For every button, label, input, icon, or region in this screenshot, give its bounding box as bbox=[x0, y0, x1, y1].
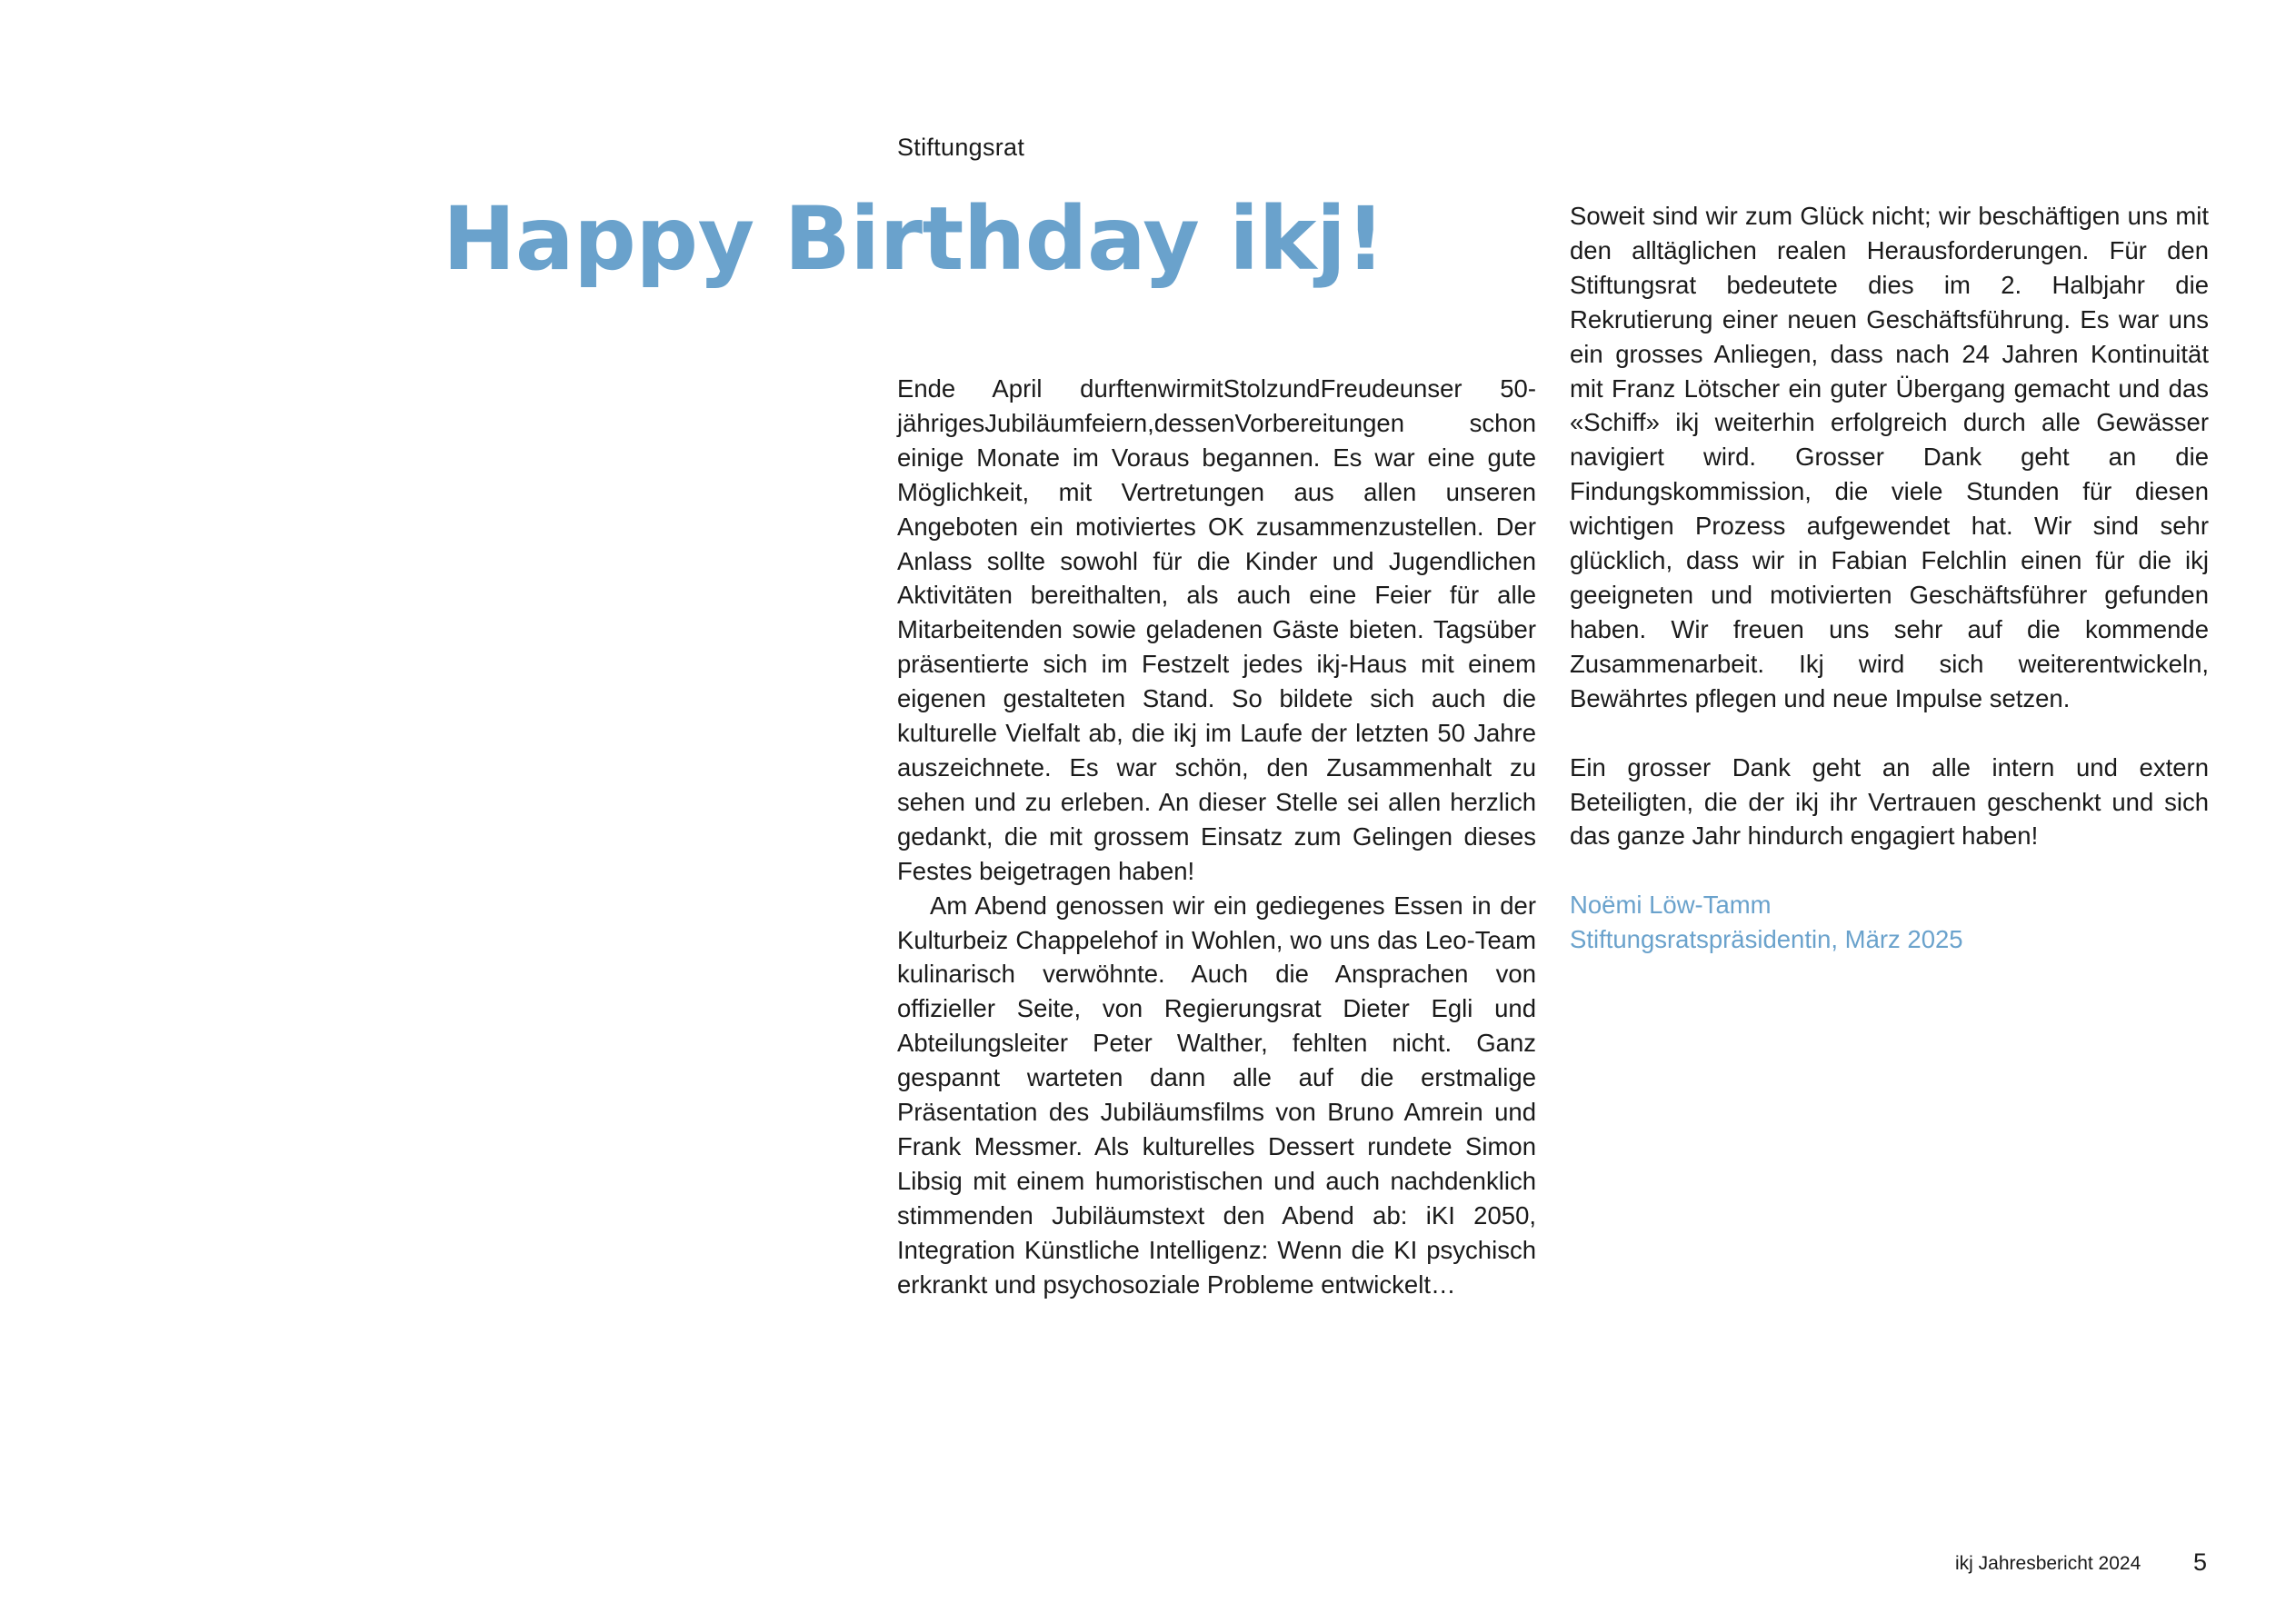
paragraph-thanks: Ein grosser Dank geht an alle intern und extern Beteiligten, die der ikj ihr Vertrauen geschenkt und sich das ganze Jahr hindurch engagiert haben! bbox=[1570, 752, 2209, 851]
paragraph-evening-event: Am Abend genossen wir ein gediegenes Essen in der Kulturbeiz Chappelehof in Wohlen, wo uns das Leo-Team kulinarisch verwöhnte. Auch die Ansprachen von offizieller Seite, von Regierungsrat Dieter Egli und Abteilungsleiter Peter Walther, fehlten nicht. Ganz gespannt warteten dann alle auf die erstmalige Präsentation des Jubiläumsfilms von Bruno Amrein und Frank Messmer. Als kulturelles Dessert rundete Simon Libsig mit einem humoristischen und auch nachdenklich stimmenden Jubiläumstext den Abend ab: iKI 2050, Integration Künstliche Intelligenz: Wenn die KI psychisch erkrankt und psychosoziale Probleme entwickelt… bbox=[897, 891, 1536, 1299]
page-number: 5 bbox=[2193, 1548, 2208, 1576]
paragraph-jubilee-celebration: Ende April durftenwirmitStolzundFreudeunser 50-jährigesJubiläumfeiern,dessenVorbereitungen schon einige Monate im Voraus begannen. Es war eine gute Möglichkeit, mit Vertretungen aus allen unseren Angeboten ein motiviertes OK zusammenzustellen. Der Anlass sollte sowohl für die Kinder und Jugendlichen Aktivitäten bereithalten, als auch eine Feier für alle Mitarbeitenden sowie geladenen Gäste bieten. Tagsüber präsentierte sich im Festzelt jedes ikj-Haus mit einem eigenen gestalteten Stand. So bildete sich auch die kulturelle Vielfalt ab, die ikj im Laufe der letzten 50 Jahre auszeichnete. Es war schön, den Zusammenhalt zu sehen und zu erleben. An dieser Stelle sei allen herzlich gedankt, die mit grossem Einsatz zum Gelingen dieses Festes beigetragen haben! bbox=[897, 374, 1536, 885]
signature-name: Noëmi Löw-Tamm bbox=[1570, 891, 1772, 920]
paragraph-management-change: Soweit sind wir zum Glück nicht; wir beschäftigen uns mit den alltäglichen realen Herausforderungen. Für den Stiftungsrat bedeutete dies im 2. Halbjahr die Rekrutierung einer neuen Geschäftsführung. Es war uns ein grosses Anliegen, dass nach 24 Jahren Kontinuität mit Franz Lötscher ein guter Übergang gemacht und das «Schiff» ikj weiterhin erfolgreich durch alle Gewässer navigiert wird. Grosser Dank geht an die Findungskommission, die viele Stunden für diesen wichtigen Prozess aufgewendet hat. Wir sind sehr glücklich, dass wir in Fabian Felchlin einen für die ikj geeigneten und motivierten Geschäftsführer gefunden haben. Wir freuen uns sehr auf die kommende Zusammenarbeit. Ikj wird sich weiterentwickeln, Bewährtes pflegen und neue Impulse setzen. bbox=[1570, 202, 2209, 712]
left-column bbox=[897, 372, 1536, 1301]
page-title: Happy Birthday ikj! bbox=[443, 188, 1385, 290]
section-label: Stiftungsrat bbox=[897, 134, 1025, 161]
signature-role: Stiftungsratspräsidentin, März 2025 bbox=[1570, 925, 1963, 954]
right-column bbox=[1570, 199, 2209, 957]
signature bbox=[1570, 888, 2209, 957]
footer-publication: ikj Jahresbericht 2024 bbox=[1955, 1553, 2141, 1574]
